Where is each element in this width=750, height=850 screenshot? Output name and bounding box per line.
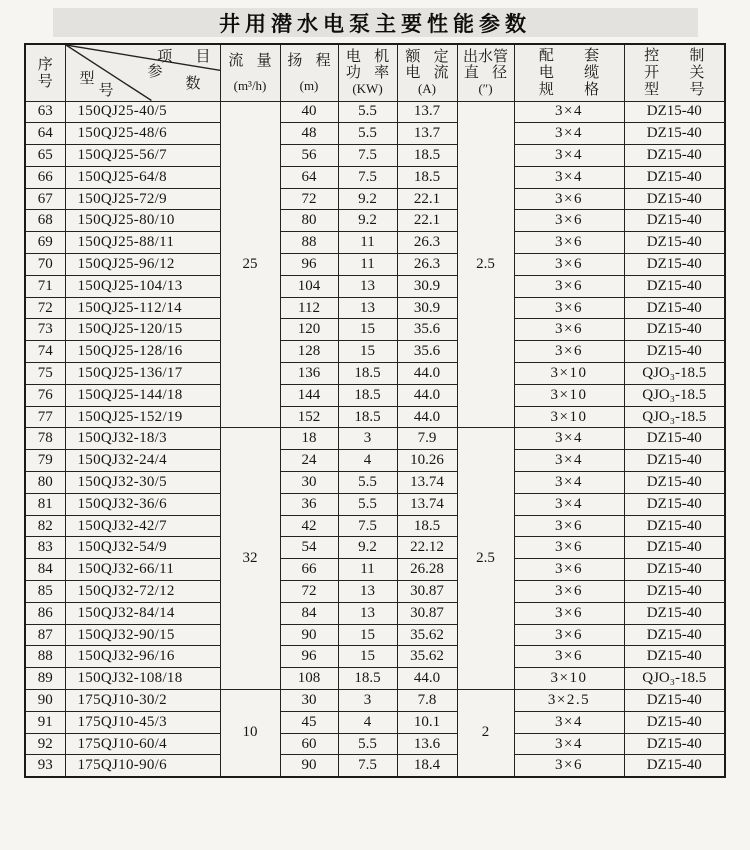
switch-model-cell: DZ15-40 xyxy=(624,646,725,668)
current-cell: 30.9 xyxy=(397,275,457,297)
cable-spec-cell: 3×4 xyxy=(514,145,624,167)
current-cell: 26.3 xyxy=(397,232,457,254)
power-cell: 5.5 xyxy=(338,733,397,755)
header-text: 序 xyxy=(37,55,53,73)
table-row xyxy=(25,581,725,603)
col-header-model-diagonal xyxy=(65,44,220,101)
header-text: 扬 程 xyxy=(287,52,331,70)
switch-model-cell: DZ15-40 xyxy=(624,297,725,319)
model-cell: 150QJ25-128/16 xyxy=(65,341,220,363)
seq-cell: 88 xyxy=(25,646,65,668)
table-row xyxy=(25,275,725,297)
current-cell: 35.6 xyxy=(397,341,457,363)
header-text: 控 制 xyxy=(644,47,705,65)
table-row xyxy=(25,711,725,733)
cable-spec-cell: 3×6 xyxy=(514,254,624,276)
switch-model-cell: DZ15-40 xyxy=(624,188,725,210)
cable-spec-cell: 3×4 xyxy=(514,101,624,123)
model-cell: 150QJ25-120/15 xyxy=(65,319,220,341)
switch-model-cell: QJO₃-18.5 xyxy=(624,363,725,385)
cable-spec-cell: 3×10 xyxy=(514,406,624,428)
switch-model-cell: DZ15-40 xyxy=(624,123,725,145)
power-cell: 18.5 xyxy=(338,406,397,428)
power-cell: 3 xyxy=(338,428,397,450)
page-title: 井用潜水电泵主要性能参数 xyxy=(53,8,698,37)
table-row xyxy=(25,450,725,472)
power-cell: 9.2 xyxy=(338,188,397,210)
seq-cell: 84 xyxy=(25,559,65,581)
current-cell: 13.6 xyxy=(397,733,457,755)
current-cell: 44.0 xyxy=(397,668,457,690)
switch-model-cell: DZ15-40 xyxy=(624,145,725,167)
head-cell: 96 xyxy=(280,646,338,668)
power-cell: 13 xyxy=(338,297,397,319)
table-row xyxy=(25,384,725,406)
cable-spec-cell: 3×4 xyxy=(514,711,624,733)
header-text: 电 流 xyxy=(405,64,449,82)
model-cell: 175QJ10-60/4 xyxy=(65,733,220,755)
seq-cell: 66 xyxy=(25,166,65,188)
power-cell: 5.5 xyxy=(338,101,397,123)
head-cell: 72 xyxy=(280,188,338,210)
model-cell: 150QJ32-18/3 xyxy=(65,428,220,450)
cable-spec-cell: 3×4 xyxy=(514,733,624,755)
cable-spec-cell: 3×4 xyxy=(514,166,624,188)
table-row xyxy=(25,363,725,385)
header-text: 电 缆 xyxy=(538,64,600,82)
switch-model-cell: DZ15-40 xyxy=(624,101,725,123)
head-cell: 30 xyxy=(280,472,338,494)
header-unit: (″) xyxy=(478,81,493,97)
head-cell: 54 xyxy=(280,537,338,559)
cable-spec-cell: 3×4 xyxy=(514,428,624,450)
seq-cell: 87 xyxy=(25,624,65,646)
current-cell: 13.7 xyxy=(397,123,457,145)
table-row xyxy=(25,668,725,690)
table-row xyxy=(25,297,725,319)
power-cell: 3 xyxy=(338,690,397,712)
switch-model-cell: DZ15-40 xyxy=(624,690,725,712)
table-row xyxy=(25,755,725,777)
outlet-diameter-cell: 2.5 xyxy=(457,101,514,428)
power-cell: 15 xyxy=(338,646,397,668)
current-cell: 35.62 xyxy=(397,624,457,646)
head-cell: 60 xyxy=(280,733,338,755)
table-body xyxy=(25,101,725,777)
head-cell: 108 xyxy=(280,668,338,690)
seq-cell: 81 xyxy=(25,493,65,515)
model-cell: 150QJ25-136/17 xyxy=(65,363,220,385)
cable-spec-cell: 3×10 xyxy=(514,668,624,690)
table-row xyxy=(25,101,725,123)
seq-cell: 76 xyxy=(25,384,65,406)
seq-cell: 80 xyxy=(25,472,65,494)
head-cell: 40 xyxy=(280,101,338,123)
diag-label-param: 参 xyxy=(147,63,163,80)
head-cell: 120 xyxy=(280,319,338,341)
switch-model-cell: DZ15-40 xyxy=(624,210,725,232)
cable-spec-cell: 3×6 xyxy=(514,602,624,624)
current-cell: 13.7 xyxy=(397,101,457,123)
current-cell: 26.28 xyxy=(397,559,457,581)
cable-spec-cell: 3×4 xyxy=(514,450,624,472)
head-cell: 136 xyxy=(280,363,338,385)
current-cell: 13.74 xyxy=(397,472,457,494)
switch-model-cell: DZ15-40 xyxy=(624,275,725,297)
cable-spec-cell: 3×6 xyxy=(514,624,624,646)
current-cell: 35.62 xyxy=(397,646,457,668)
cable-spec-cell: 3×6 xyxy=(514,319,624,341)
cable-spec-cell: 3×6 xyxy=(514,537,624,559)
seq-cell: 63 xyxy=(25,101,65,123)
outlet-diameter-cell: 2.5 xyxy=(457,428,514,690)
cable-spec-cell: 3×6 xyxy=(514,210,624,232)
model-cell: 150QJ32-84/14 xyxy=(65,602,220,624)
switch-model-cell: DZ15-40 xyxy=(624,602,725,624)
table-row xyxy=(25,210,725,232)
current-cell: 30.87 xyxy=(397,602,457,624)
table-header-row xyxy=(25,44,725,101)
cable-spec-cell: 3×6 xyxy=(514,515,624,537)
power-cell: 5.5 xyxy=(338,493,397,515)
cable-spec-cell: 3×2.5 xyxy=(514,690,624,712)
seq-cell: 71 xyxy=(25,275,65,297)
switch-model-cell: DZ15-40 xyxy=(624,581,725,603)
head-cell: 152 xyxy=(280,406,338,428)
table-row xyxy=(25,733,725,755)
table-row xyxy=(25,188,725,210)
model-cell: 150QJ25-64/8 xyxy=(65,166,220,188)
seq-cell: 89 xyxy=(25,668,65,690)
head-cell: 72 xyxy=(280,581,338,603)
model-cell: 150QJ32-42/7 xyxy=(65,515,220,537)
current-cell: 13.74 xyxy=(397,493,457,515)
power-cell: 18.5 xyxy=(338,384,397,406)
power-cell: 18.5 xyxy=(338,363,397,385)
head-cell: 80 xyxy=(280,210,338,232)
switch-model-cell: DZ15-40 xyxy=(624,559,725,581)
seq-cell: 82 xyxy=(25,515,65,537)
current-cell: 44.0 xyxy=(397,406,457,428)
power-cell: 7.5 xyxy=(338,145,397,167)
model-cell: 175QJ10-45/3 xyxy=(65,711,220,733)
seq-cell: 91 xyxy=(25,711,65,733)
seq-cell: 64 xyxy=(25,123,65,145)
col-header-head xyxy=(280,44,338,101)
seq-cell: 74 xyxy=(25,341,65,363)
col-header-control-switch xyxy=(624,44,725,101)
header-text: 流 量 xyxy=(228,52,272,70)
power-cell: 13 xyxy=(338,275,397,297)
switch-model-cell: QJO₃-18.5 xyxy=(624,668,725,690)
header-text: 开 关 xyxy=(644,64,705,82)
current-cell: 30.87 xyxy=(397,581,457,603)
head-cell: 42 xyxy=(280,515,338,537)
head-cell: 66 xyxy=(280,559,338,581)
seq-cell: 65 xyxy=(25,145,65,167)
model-cell: 150QJ32-90/15 xyxy=(65,624,220,646)
cable-spec-cell: 3×6 xyxy=(514,755,624,777)
seq-cell: 73 xyxy=(25,319,65,341)
model-cell: 150QJ25-40/5 xyxy=(65,101,220,123)
head-cell: 64 xyxy=(280,166,338,188)
switch-model-cell: DZ15-40 xyxy=(624,733,725,755)
model-cell: 175QJ10-90/6 xyxy=(65,755,220,777)
head-cell: 48 xyxy=(280,123,338,145)
current-cell: 44.0 xyxy=(397,384,457,406)
col-header-rated-current xyxy=(397,44,457,101)
cable-spec-cell: 3×6 xyxy=(514,275,624,297)
table-row xyxy=(25,559,725,581)
power-cell: 11 xyxy=(338,254,397,276)
table-row xyxy=(25,254,725,276)
seq-cell: 75 xyxy=(25,363,65,385)
head-cell: 90 xyxy=(280,624,338,646)
flow-rate-cell: 32 xyxy=(220,428,280,690)
cable-spec-cell: 3×10 xyxy=(514,363,624,385)
current-cell: 7.9 xyxy=(397,428,457,450)
cable-spec-cell: 3×6 xyxy=(514,232,624,254)
seq-cell: 93 xyxy=(25,755,65,777)
current-cell: 18.5 xyxy=(397,166,457,188)
power-cell: 18.5 xyxy=(338,668,397,690)
power-cell: 15 xyxy=(338,624,397,646)
switch-model-cell: DZ15-40 xyxy=(624,624,725,646)
current-cell: 22.1 xyxy=(397,188,457,210)
seq-cell: 83 xyxy=(25,537,65,559)
model-cell: 150QJ32-54/9 xyxy=(65,537,220,559)
model-cell: 150QJ25-72/9 xyxy=(65,188,220,210)
seq-cell: 67 xyxy=(25,188,65,210)
seq-cell: 79 xyxy=(25,450,65,472)
table-row xyxy=(25,319,725,341)
header-text: 电 机 xyxy=(345,48,390,66)
current-cell: 18.5 xyxy=(397,145,457,167)
head-cell: 84 xyxy=(280,602,338,624)
power-cell: 5.5 xyxy=(338,472,397,494)
power-cell: 15 xyxy=(338,319,397,341)
header-text: 额 定 xyxy=(405,48,449,66)
cable-spec-cell: 3×4 xyxy=(514,123,624,145)
table-row xyxy=(25,493,725,515)
head-cell: 128 xyxy=(280,341,338,363)
model-cell: 150QJ25-80/10 xyxy=(65,210,220,232)
switch-model-cell: QJO₃-18.5 xyxy=(624,406,725,428)
flow-rate-cell: 10 xyxy=(220,690,280,777)
switch-model-cell: DZ15-40 xyxy=(624,254,725,276)
head-cell: 18 xyxy=(280,428,338,450)
header-unit: (m) xyxy=(299,78,319,94)
switch-model-cell: DZ15-40 xyxy=(624,755,725,777)
model-cell: 150QJ25-48/6 xyxy=(65,123,220,145)
col-header-seq xyxy=(25,44,65,101)
header-unit: (KW) xyxy=(352,81,383,97)
diag-label-model: 号 xyxy=(98,82,114,99)
switch-model-cell: DZ15-40 xyxy=(624,493,725,515)
col-header-motor-power xyxy=(338,44,397,101)
model-cell: 150QJ25-96/12 xyxy=(65,254,220,276)
header-text: 配 套 xyxy=(538,47,600,65)
model-cell: 150QJ32-66/11 xyxy=(65,559,220,581)
outlet-diameter-cell: 2 xyxy=(457,690,514,777)
header-text: 型 号 xyxy=(644,81,705,99)
diag-label-model: 型 xyxy=(79,70,95,87)
head-cell: 45 xyxy=(280,711,338,733)
table-row xyxy=(25,232,725,254)
model-cell: 150QJ32-108/18 xyxy=(65,668,220,690)
cable-spec-cell: 3×6 xyxy=(514,581,624,603)
model-cell: 150QJ32-72/12 xyxy=(65,581,220,603)
current-cell: 22.12 xyxy=(397,537,457,559)
cable-spec-cell: 3×4 xyxy=(514,472,624,494)
table-row xyxy=(25,602,725,624)
col-header-outlet-diameter xyxy=(457,44,514,101)
head-cell: 56 xyxy=(280,145,338,167)
switch-model-cell: DZ15-40 xyxy=(624,537,725,559)
power-cell: 11 xyxy=(338,232,397,254)
table-row xyxy=(25,341,725,363)
power-cell: 9.2 xyxy=(338,210,397,232)
seq-cell: 90 xyxy=(25,690,65,712)
power-cell: 13 xyxy=(338,602,397,624)
table-row xyxy=(25,145,725,167)
table-row xyxy=(25,406,725,428)
current-cell: 18.4 xyxy=(397,755,457,777)
seq-cell: 72 xyxy=(25,297,65,319)
switch-model-cell: DZ15-40 xyxy=(624,319,725,341)
table-row xyxy=(25,646,725,668)
switch-model-cell: QJO₃-18.5 xyxy=(624,384,725,406)
header-text: 直 径 xyxy=(463,64,508,82)
header-text: 出水管 xyxy=(462,48,508,66)
switch-model-cell: DZ15-40 xyxy=(624,166,725,188)
current-cell: 30.9 xyxy=(397,297,457,319)
seq-cell: 77 xyxy=(25,406,65,428)
model-cell: 150QJ32-24/4 xyxy=(65,450,220,472)
table-row xyxy=(25,123,725,145)
cable-spec-cell: 3×6 xyxy=(514,297,624,319)
current-cell: 7.8 xyxy=(397,690,457,712)
switch-model-cell: DZ15-40 xyxy=(624,472,725,494)
cable-spec-cell: 3×6 xyxy=(514,341,624,363)
model-cell: 150QJ32-30/5 xyxy=(65,472,220,494)
current-cell: 22.1 xyxy=(397,210,457,232)
power-cell: 15 xyxy=(338,341,397,363)
switch-model-cell: DZ15-40 xyxy=(624,232,725,254)
switch-model-cell: DZ15-40 xyxy=(624,341,725,363)
model-cell: 150QJ25-112/14 xyxy=(65,297,220,319)
switch-model-cell: DZ15-40 xyxy=(624,515,725,537)
model-cell: 150QJ25-56/7 xyxy=(65,145,220,167)
switch-model-cell: DZ15-40 xyxy=(624,428,725,450)
seq-cell: 85 xyxy=(25,581,65,603)
current-cell: 10.1 xyxy=(397,711,457,733)
table-row xyxy=(25,624,725,646)
head-cell: 90 xyxy=(280,755,338,777)
head-cell: 88 xyxy=(280,232,338,254)
power-cell: 4 xyxy=(338,711,397,733)
power-cell: 7.5 xyxy=(338,755,397,777)
power-cell: 4 xyxy=(338,450,397,472)
diag-label-item: 项 目 xyxy=(157,48,211,65)
table-row xyxy=(25,537,725,559)
cable-spec-cell: 3×6 xyxy=(514,559,624,581)
cable-spec-cell: 3×10 xyxy=(514,384,624,406)
current-cell: 10.26 xyxy=(397,450,457,472)
col-header-cable-spec xyxy=(514,44,624,101)
model-cell: 150QJ32-96/16 xyxy=(65,646,220,668)
header-unit: (m³/h) xyxy=(233,78,267,94)
model-cell: 150QJ25-88/11 xyxy=(65,232,220,254)
header-text: 规 格 xyxy=(538,81,600,99)
head-cell: 30 xyxy=(280,690,338,712)
table-row xyxy=(25,166,725,188)
power-cell: 7.5 xyxy=(338,166,397,188)
power-cell: 5.5 xyxy=(338,123,397,145)
seq-cell: 86 xyxy=(25,602,65,624)
flow-rate-cell: 25 xyxy=(220,101,280,428)
switch-model-cell: DZ15-40 xyxy=(624,711,725,733)
switch-model-cell: DZ15-40 xyxy=(624,450,725,472)
head-cell: 112 xyxy=(280,297,338,319)
head-cell: 96 xyxy=(280,254,338,276)
model-cell: 175QJ10-30/2 xyxy=(65,690,220,712)
power-cell: 11 xyxy=(338,559,397,581)
seq-cell: 69 xyxy=(25,232,65,254)
header-text: 功 率 xyxy=(345,64,390,82)
power-cell: 7.5 xyxy=(338,515,397,537)
model-cell: 150QJ25-104/13 xyxy=(65,275,220,297)
cable-spec-cell: 3×6 xyxy=(514,646,624,668)
cable-spec-cell: 3×4 xyxy=(514,493,624,515)
cable-spec-cell: 3×6 xyxy=(514,188,624,210)
power-cell: 13 xyxy=(338,581,397,603)
head-cell: 36 xyxy=(280,493,338,515)
header-unit: (A) xyxy=(417,81,437,97)
current-cell: 44.0 xyxy=(397,363,457,385)
header-text: 号 xyxy=(37,72,53,90)
model-cell: 150QJ25-152/19 xyxy=(65,406,220,428)
seq-cell: 78 xyxy=(25,428,65,450)
table-row xyxy=(25,515,725,537)
head-cell: 24 xyxy=(280,450,338,472)
model-cell: 150QJ25-144/18 xyxy=(65,384,220,406)
current-cell: 26.3 xyxy=(397,254,457,276)
head-cell: 104 xyxy=(280,275,338,297)
model-cell: 150QJ32-36/6 xyxy=(65,493,220,515)
seq-cell: 70 xyxy=(25,254,65,276)
col-header-flow xyxy=(220,44,280,101)
table-row xyxy=(25,690,725,712)
diag-label-param: 数 xyxy=(185,75,201,92)
table-row xyxy=(25,472,725,494)
head-cell: 144 xyxy=(280,384,338,406)
power-cell: 9.2 xyxy=(338,537,397,559)
current-cell: 18.5 xyxy=(397,515,457,537)
table-row xyxy=(25,428,725,450)
seq-cell: 68 xyxy=(25,210,65,232)
current-cell: 35.6 xyxy=(397,319,457,341)
pump-parameters-table xyxy=(24,43,726,778)
seq-cell: 92 xyxy=(25,733,65,755)
